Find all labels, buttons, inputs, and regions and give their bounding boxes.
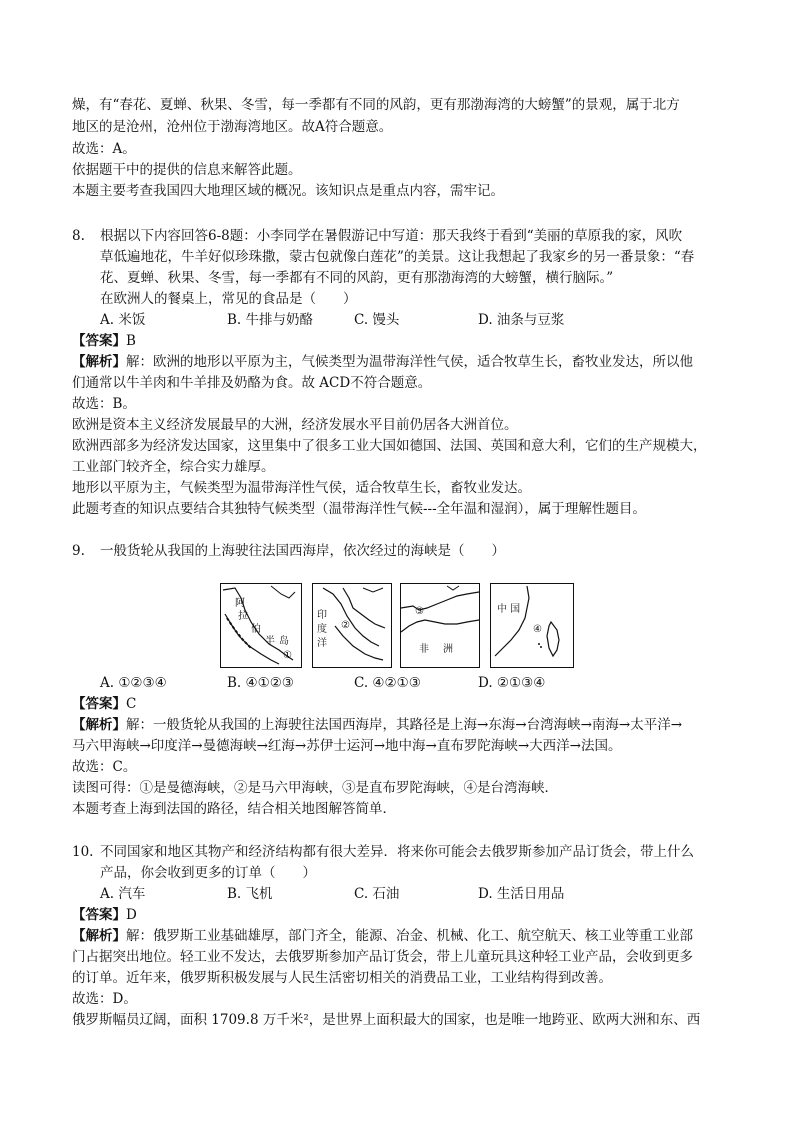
- option-b: B. ④①②③: [227, 675, 294, 691]
- intro-line: 依据题干中的提供的信息来解答此题。: [72, 162, 302, 178]
- strait-marker-3: ③: [415, 606, 424, 617]
- note-line: 本题考查上海到法国的路径，结合相关地图解答简单．: [72, 801, 396, 817]
- option-c: C. ④②①③: [354, 675, 421, 691]
- option-c: C. 馒头: [354, 312, 400, 328]
- answer-value: B: [126, 333, 136, 349]
- map-label: 半: [265, 636, 275, 647]
- note-line: 读图可得：①是曼德海峡，②是马六甲海峡，③是直布罗陀海峡，④是台湾海峡．: [72, 780, 558, 796]
- map-label: 洲: [443, 644, 453, 655]
- answer-row: [72, 905, 137, 925]
- answer-label: 【答案】: [72, 333, 126, 349]
- note-line: 地形以平原为主，气候类型为温带海洋性气侯，适合牧草生长，畜牧业发达。: [72, 480, 531, 496]
- question-number: 10.: [72, 844, 94, 860]
- analysis-text: 们通常以牛羊肉和牛羊排及奶酪为食。故 ACD不符合题意。: [72, 375, 432, 391]
- intro-line: 本题主要考查我国四大地理区域的概况。该知识点是重点内容，需牢记。: [72, 183, 504, 199]
- analysis-text: 解：一般货轮从我国的上海驶往法国西海岸，其路径是上海→东海→台湾海峡→南海→太平洋→: [126, 717, 683, 733]
- question-stem: 不同国家和地区其物产和经济结构都有很大差异．将来你可能会去俄罗斯参加产品订货会，带上什么: [100, 844, 694, 860]
- analysis-text: 门占据突出地位。轻工业不发达，去俄罗斯参加产品订货会，带上儿童玩具这种轻工业产品，会收到更多: [72, 949, 693, 965]
- question-number: 8.: [72, 228, 85, 244]
- map-label: 阿: [235, 598, 245, 609]
- map-malacca: [312, 583, 392, 668]
- answer-value: D: [126, 907, 137, 923]
- intro-line: 燥，有“春花、夏蝉、秋果、冬雪，每一季都有不同的风韵，更有那渤海湾的大螃蟹”的景观，属于北方: [72, 97, 680, 113]
- option-a: A. 米饭: [100, 312, 146, 328]
- option-d: D. ②①③④: [478, 675, 546, 691]
- strait-marker-1: ①: [283, 650, 292, 661]
- map-3-coastline: [401, 584, 479, 667]
- note-line: 工业部门较齐全，综合实力雄厚。: [72, 459, 275, 475]
- note-line: 欧洲西部多为经济发达国家，这里集中了很多工业大国如德国、法国、英国和意大利，它们的生产规模大，: [72, 438, 707, 454]
- answer-value: C: [126, 696, 137, 712]
- option-d: D. 生活日用品: [478, 886, 565, 902]
- analysis-row: [72, 352, 693, 372]
- choose-line: 故选：B。: [72, 396, 136, 412]
- strait-marker-2: ②: [341, 620, 350, 631]
- strait-maps: [220, 583, 580, 669]
- analysis-label: 【解析】: [72, 354, 126, 370]
- map-label: 岛: [279, 636, 289, 647]
- analysis-label: 【解析】: [72, 717, 126, 733]
- map-label: 伯: [251, 624, 261, 635]
- choose-line: 故选：D。: [72, 991, 137, 1007]
- map-4-coastline: [491, 584, 573, 667]
- map-label: 拉: [238, 611, 248, 622]
- note-line: 此题考查的知识点要结合其独特气候类型（温带海洋性气候---全年温和湿润），属于理解性题目。: [72, 501, 646, 517]
- analysis-text: 马六甲海峡→印度洋→曼德海峡→红海→苏伊士运河→地中海→直布罗陀海峡→大西洋→法国。: [72, 738, 622, 754]
- map-label: 非: [419, 644, 429, 655]
- strait-marker-4: ④: [533, 624, 542, 635]
- answer-label: 【答案】: [72, 907, 126, 923]
- option-d: D. 油条与豆浆: [478, 312, 565, 328]
- note-line: 欧洲是资本主义经济发展最早的大洲，经济发展水平目前仍居各大洲首位。: [72, 417, 518, 433]
- option-a: A. ①②③④: [100, 675, 167, 691]
- question-prompt: 在欧洲人的餐桌上，常见的食品是（ ）: [100, 291, 357, 307]
- analysis-text: 解：欧洲的地形以平原为主，气候类型为温带海洋性气侯，适合牧草生长，畜牧业发达，所以他: [126, 354, 693, 370]
- map-bab-el-mandeb: [220, 583, 302, 668]
- intro-line: 地区的是沧州，沧州位于渤海湾地区。故A符合题意。: [72, 119, 393, 135]
- answer-label: 【答案】: [72, 696, 126, 712]
- question-stem: 产品，你会收到更多的订单（ ）: [100, 865, 316, 881]
- answer-row: [72, 331, 136, 351]
- map-label: 中 国: [497, 604, 521, 615]
- map-label: 度: [317, 624, 327, 635]
- analysis-text: 的订单。近年来，俄罗斯积极发展与人民生活密切相关的消费品工业，工业结构得到改善。: [72, 970, 612, 986]
- option-b: B. 飞机: [227, 886, 273, 902]
- question-stem: 花、夏蝉、秋果、冬雪，每一季都有不同的风韵，更有那渤海湾的大螃蟹，横行脑际。”: [100, 270, 614, 286]
- option-c: C. 石油: [354, 886, 400, 902]
- intro-choose: 故选：A。: [72, 141, 136, 157]
- note-line: 俄罗斯幅员辽阔，面积 1709.8 万千米²，是世界上面积最大的国家，也是唯一地跨亚、欧两大洲和东、西: [72, 1012, 701, 1028]
- analysis-row: [72, 926, 693, 946]
- question-stem: 草低遍地花，牛羊好似珍珠撒，蒙古包就像白莲花”的美景。这让我想起了我家乡的另一番景象：“春: [100, 249, 695, 265]
- map-taiwan-strait: [490, 583, 574, 668]
- map-label: 洋: [317, 638, 327, 649]
- analysis-row: [72, 715, 682, 735]
- question-stem: 根据以下内容回答6-8题：小李同学在暑假游记中写道：那天我终于看到“美丽的草原我的家，风吹: [100, 228, 683, 244]
- choose-line: 故选：C。: [72, 759, 137, 775]
- map-label: 印: [317, 610, 327, 621]
- analysis-label: 【解析】: [72, 928, 126, 944]
- answer-row: [72, 694, 136, 714]
- question-number: 9.: [72, 543, 85, 559]
- question-stem: 一般货轮从我国的上海驶往法国西海岸，依次经过的海峡是（ ）: [100, 543, 505, 559]
- option-a: A. 汽车: [100, 886, 146, 902]
- map-gibraltar: [400, 583, 480, 668]
- option-b: B. 牛排与奶酪: [227, 312, 314, 328]
- analysis-text: 解：俄罗斯工业基础雄厚，部门齐全，能源、冶金、机械、化工、航空航天、核工业等重工业部: [126, 928, 693, 944]
